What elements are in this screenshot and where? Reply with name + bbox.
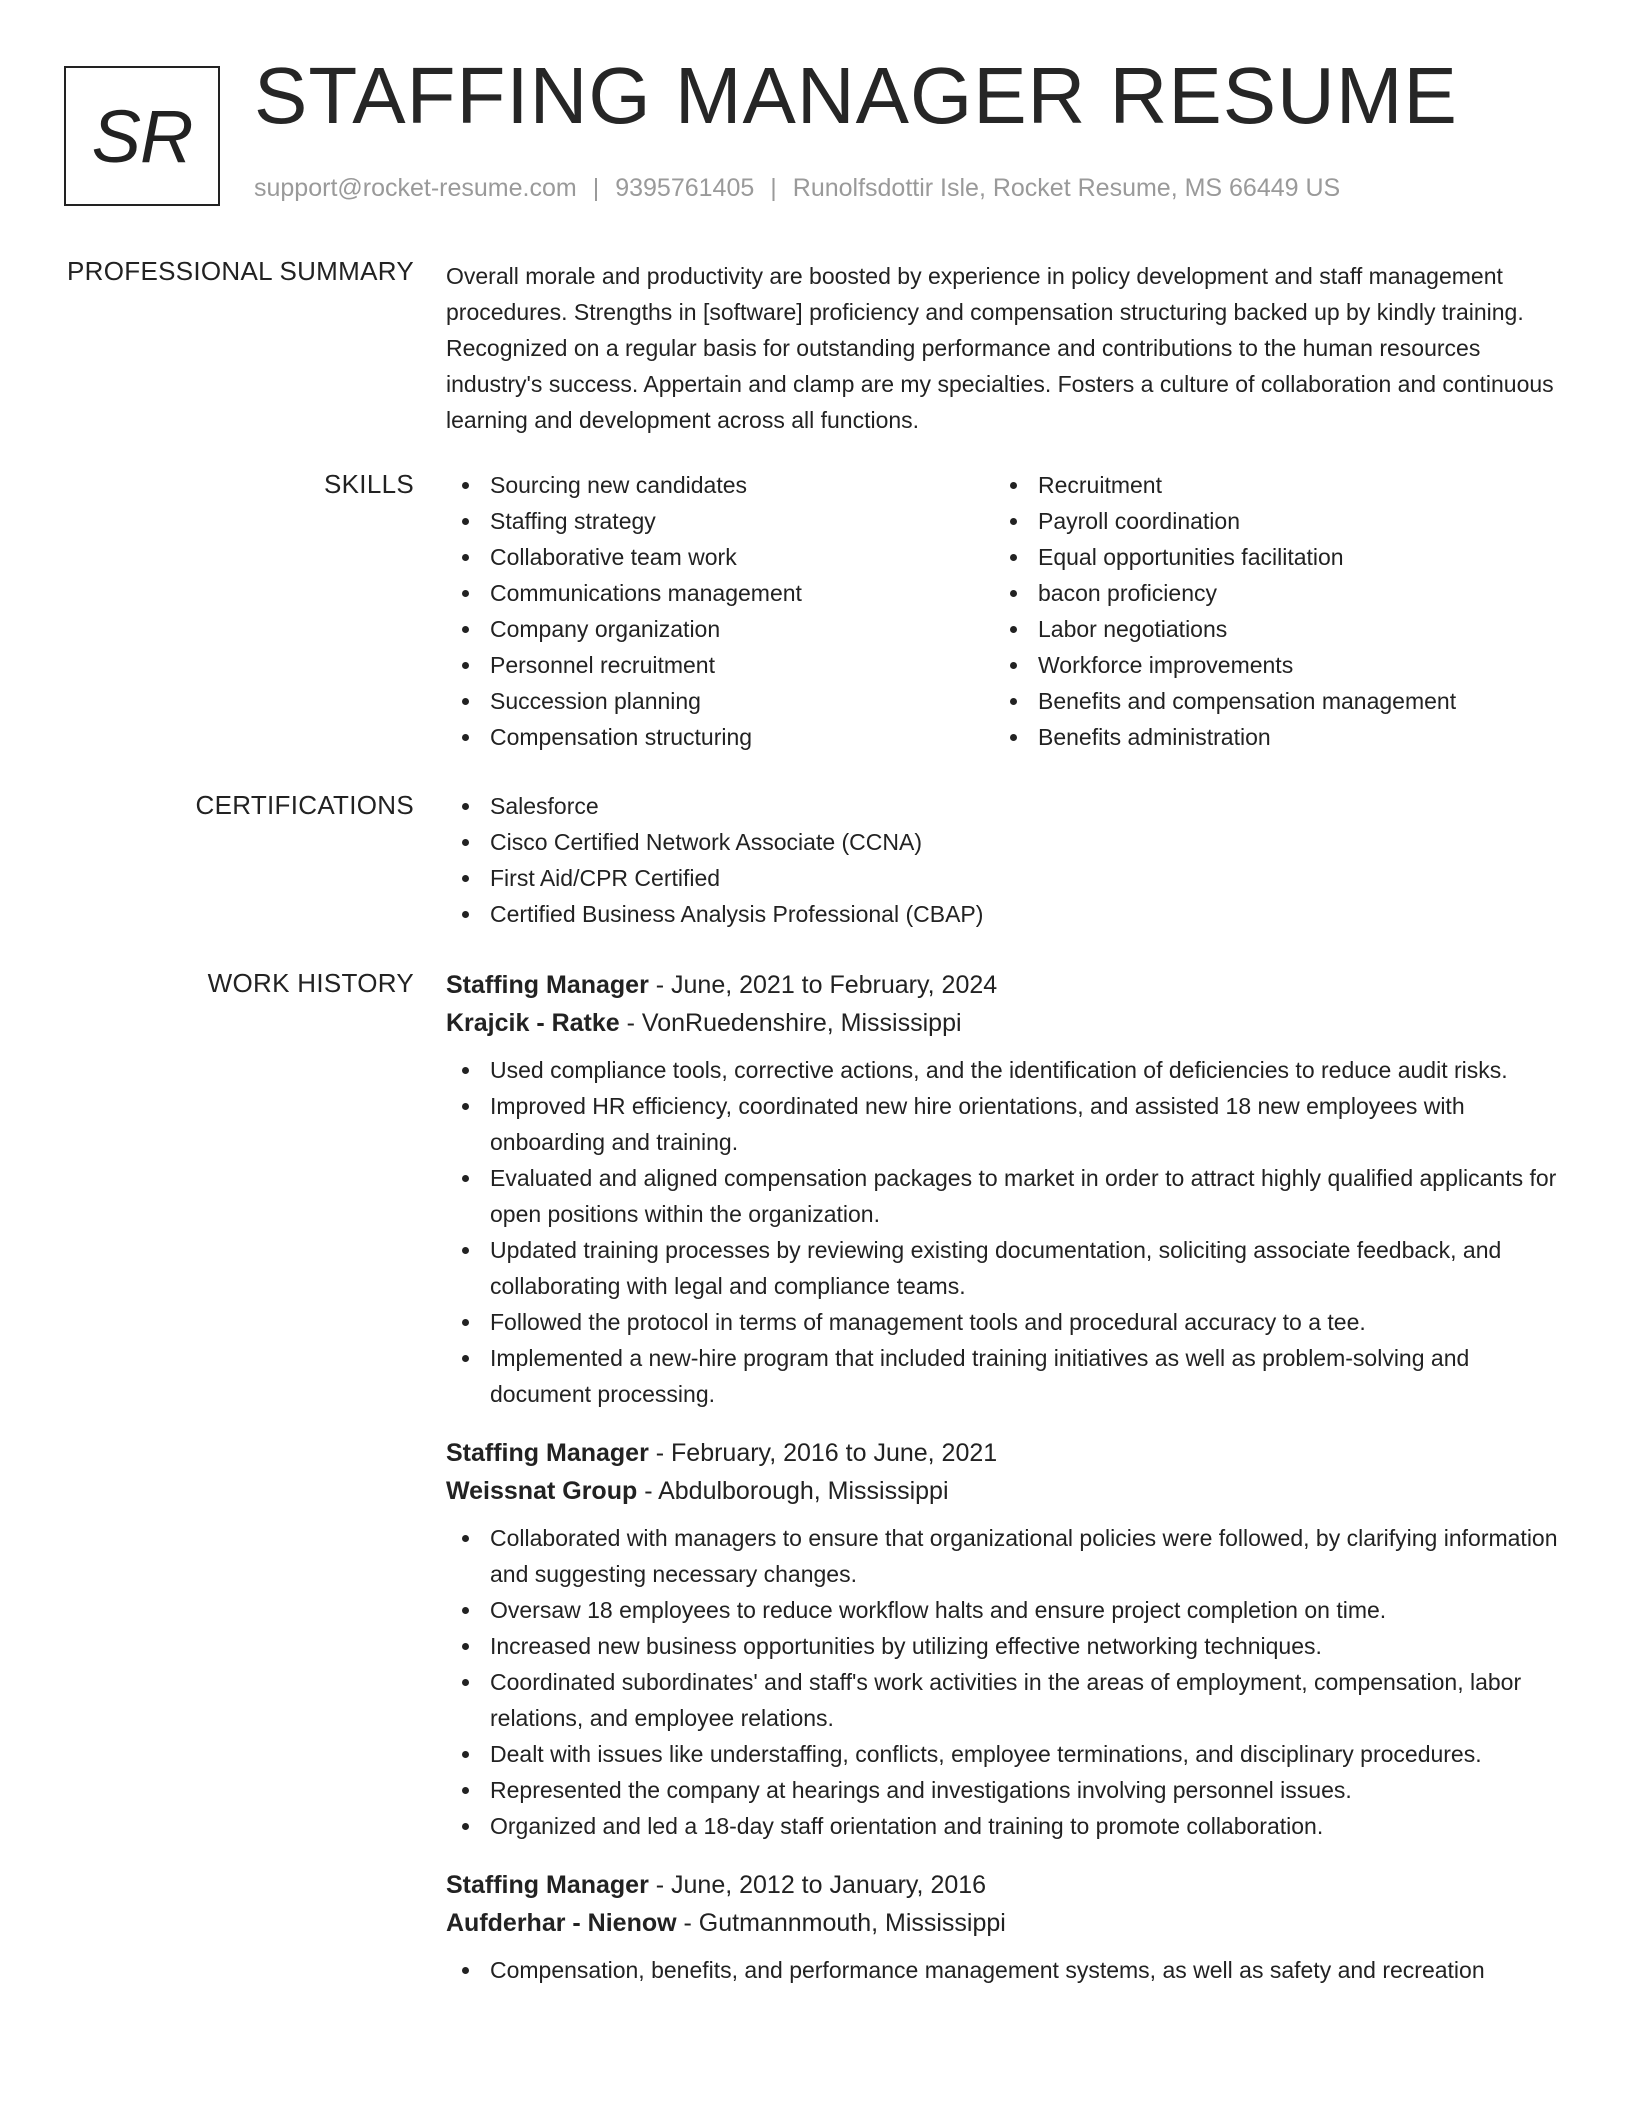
skills-list-right: [994, 467, 1542, 755]
job-company: Krajcik - Ratke: [446, 1009, 620, 1037]
certifications-list: [446, 788, 1566, 932]
skill-item: Benefits and compensation management: [994, 683, 1542, 719]
summary-heading: PROFESSIONAL SUMMARY: [67, 256, 414, 286]
job-title-line: [446, 1434, 1566, 1472]
work-history-heading: WORK HISTORY: [207, 968, 414, 998]
certifications-body: [446, 788, 1566, 932]
skill-item: Workforce improvements: [994, 647, 1542, 683]
resume-title: STAFFING MANAGER RESUME: [254, 51, 1458, 140]
skill-item: Labor negotiations: [994, 611, 1542, 647]
skill-item: Compensation structuring: [446, 719, 994, 755]
contact-line: [254, 174, 1340, 203]
skill-item: Collaborative team work: [446, 539, 994, 575]
job-bullet: Coordinated subordinates' and staff's work activities in the areas of employment, compensation, labor relations, and employee relations.: [446, 1664, 1566, 1736]
job-bullets: [446, 1952, 1566, 1988]
job-company-line: [446, 1904, 1566, 1942]
job-bullet: Used compliance tools, corrective actions, and the identification of deficiencies to reduce audit risks.: [446, 1052, 1566, 1088]
work-history-body: [446, 966, 1566, 2008]
skill-item: Personnel recruitment: [446, 647, 994, 683]
job-bullet: Oversaw 18 employees to reduce workflow halts and ensure project completion on time.: [446, 1592, 1566, 1628]
skills-body: [446, 467, 1566, 755]
job-entry: [446, 1434, 1566, 1844]
contact-separator: |: [592, 174, 600, 202]
job-bullets: [446, 1052, 1566, 1412]
job-bullet: Updated training processes by reviewing existing documentation, soliciting associate feedback, and collaborating with legal and compliance teams.: [446, 1232, 1566, 1304]
certification-item: First Aid/CPR Certified: [446, 860, 1566, 896]
job-location: - Gutmannmouth, Mississippi: [676, 1909, 1006, 1937]
job-bullets: [446, 1520, 1566, 1844]
certification-item: Certified Business Analysis Professional (CBAP): [446, 896, 1566, 932]
certifications-heading: CERTIFICATIONS: [195, 790, 414, 820]
job-bullet: Improved HR efficiency, coordinated new hire orientations, and assisted 18 new employees with onboarding and training.: [446, 1088, 1566, 1160]
job-bullet: Dealt with issues like understaffing, conflicts, employee terminations, and disciplinary procedures.: [446, 1736, 1566, 1772]
skill-item: Benefits administration: [994, 719, 1542, 755]
job-title: Staffing Manager: [446, 1439, 649, 1467]
contact-separator: |: [770, 174, 777, 202]
job-location: - VonRuedenshire, Mississippi: [619, 1009, 962, 1037]
job-title-line: [446, 1866, 1566, 1904]
certification-item: Salesforce: [446, 788, 1566, 824]
job-entry: [446, 966, 1566, 1412]
contact-address: Runolfsdottir Isle, Rocket Resume, MS 66449 US: [792, 174, 1341, 202]
skill-item: Payroll coordination: [994, 503, 1542, 539]
job-bullet: Compensation, benefits, and performance management systems, as well as safety and recreation: [446, 1952, 1566, 1988]
job-bullet: Followed the protocol in terms of management tools and procedural accuracy to a tee.: [446, 1304, 1566, 1340]
skill-item: Equal opportunities facilitation: [994, 539, 1542, 575]
contact-email: support@rocket-resume.com: [254, 174, 577, 202]
contact-phone: 9395761405: [615, 174, 755, 202]
job-dates: - June, 2021 to February, 2024: [648, 971, 998, 999]
job-dates: - February, 2016 to June, 2021: [648, 1439, 998, 1467]
job-entry: [446, 1866, 1566, 1988]
job-title-line: [446, 966, 1566, 1004]
skill-item: Recruitment: [994, 467, 1542, 503]
monogram-initials: SR: [64, 66, 220, 206]
job-bullet: Increased new business opportunities by utilizing effective networking techniques.: [446, 1628, 1566, 1664]
job-title: Staffing Manager: [446, 971, 649, 999]
job-company-line: [446, 1472, 1566, 1510]
job-bullet: Represented the company at hearings and investigations involving personnel issues.: [446, 1772, 1566, 1808]
skill-item: bacon proficiency: [994, 575, 1542, 611]
job-bullet: Organized and led a 18-day staff orientation and training to promote collaboration.: [446, 1808, 1566, 1844]
job-title: Staffing Manager: [446, 1871, 649, 1899]
job-dates: - June, 2012 to January, 2016: [648, 1871, 987, 1899]
job-bullet: Implemented a new-hire program that included training initiatives as well as problem-solving and document processing.: [446, 1340, 1566, 1412]
skill-item: Communications management: [446, 575, 994, 611]
job-company: Aufderhar - Nienow: [446, 1909, 677, 1937]
skills-list-left: [446, 467, 994, 755]
summary-body: [446, 258, 1566, 438]
job-location: - Abdulborough, Mississippi: [637, 1477, 949, 1505]
job-company-line: [446, 1004, 1566, 1042]
skill-item: Sourcing new candidates: [446, 467, 994, 503]
skill-item: Staffing strategy: [446, 503, 994, 539]
summary-text: Overall morale and productivity are boosted by experience in policy development and staff management procedures. Strengths in [software] proficiency and compensation structuring backed up by kindly training. Recognized on a regular basis for outstanding performance and contributions to the human resources industry's success. Appertain and clamp are my specialties. Fosters a culture of collaboration and continuous learning and development across all functions.: [446, 263, 1554, 433]
skills-heading: SKILLS: [324, 469, 414, 499]
job-company: Weissnat Group: [446, 1477, 638, 1505]
job-bullet: Evaluated and aligned compensation packages to market in order to attract highly qualified applicants for open positions within the organization.: [446, 1160, 1566, 1232]
job-bullet: Collaborated with managers to ensure that organizational policies were followed, by clarifying information and suggesting necessary changes.: [446, 1520, 1566, 1592]
skill-item: Succession planning: [446, 683, 994, 719]
skill-item: Company organization: [446, 611, 994, 647]
certification-item: Cisco Certified Network Associate (CCNA): [446, 824, 1566, 860]
